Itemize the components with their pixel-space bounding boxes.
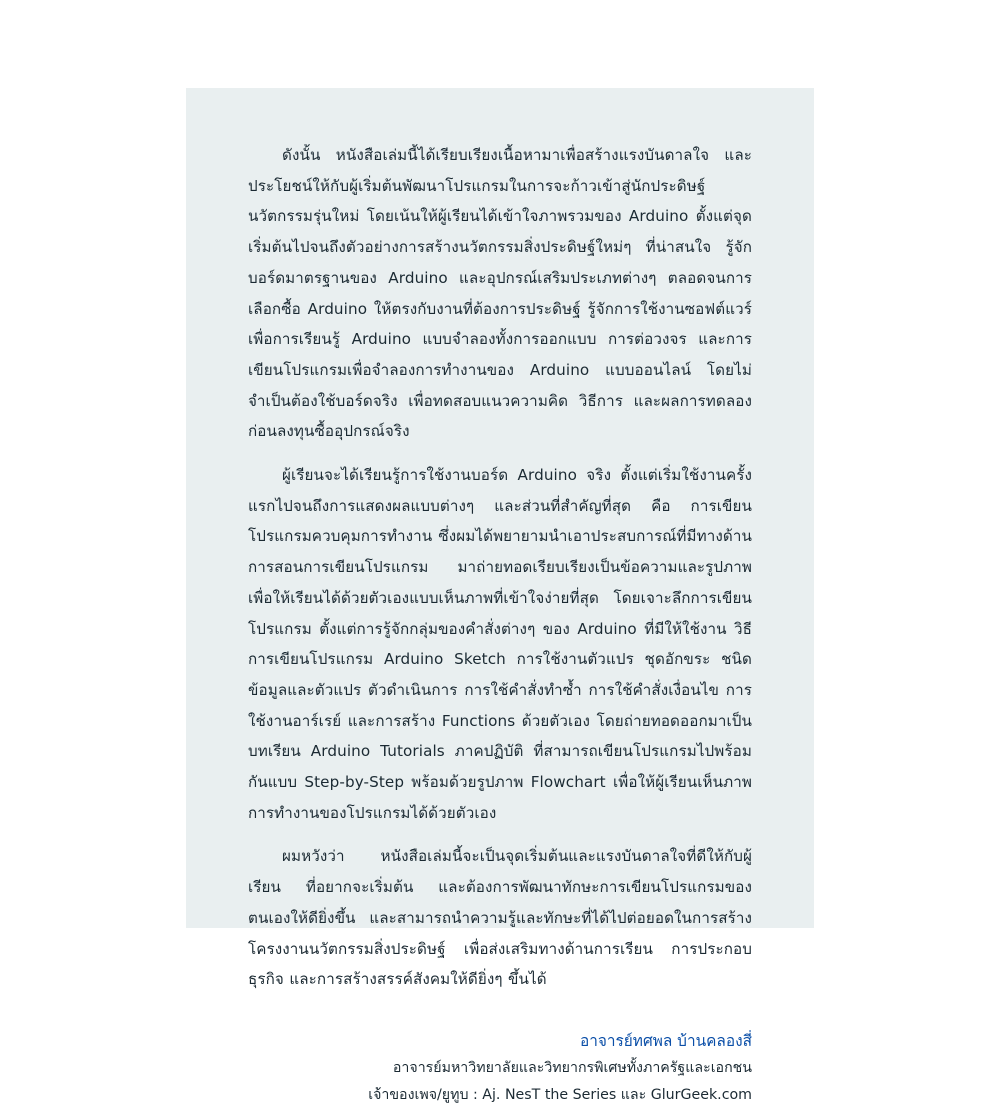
book-page — [186, 88, 814, 1103]
paragraph-1: ดังนั้น หนังสือเล่มนี้ได้เรียบเรียงเนื้อหามาเพื่อสร้างแรงบันดาลใจ และประโยชน์ให้กับผู้เริ่มต้นพัฒนาโปรแกรมในการจะก้าวเข้าสู่นักประดิษฐ์นวัตกรรมรุ่นใหม่ โดยเน้นให้ผู้เรียนได้เข้าใจภาพรวมของ Arduino ตั้งแต่จุดเริ่มต้นไปจนถึงตัวอย่างการสร้างนวัตกรรมสิ่งประดิษฐ์ใหม่ๆ ที่น่าสนใจ รู้จักบอร์ดมาตรฐานของ Arduino และอุปกรณ์เสริมประเภทต่างๆ ตลอดจนการเลือกซื้อ Arduino ให้ตรงกับงานที่ต้องการประดิษฐ์ รู้จักการใช้งานซอฟต์แวร์เพื่อการเรียนรู้ Arduino แบบจำลองทั้งการออกแบบ การต่อวงจร และการเขียนโปรแกรมเพื่อจำลองการทำงานของ Arduino แบบออนไลน์ โดยไม่จำเป็นต้องใช้บอร์ดจริง เพื่อทดสอบแนวความคิด วิธีการ และผลการทดลองก่อนลงทุนซื้ออุปกรณ์จริง — [248, 146, 752, 441]
paragraph-2: ผู้เรียนจะได้เรียนรู้การใช้งานบอร์ด Arduino จริง ตั้งแต่เริ่มใช้งานครั้งแรกไปจนถึงการแสดงผลแบบต่างๆ และส่วนที่สำคัญที่สุด คือ การเขียนโปรแกรมควบคุมการทำงาน ซึ่งผมได้พยายามนำเอาประสบการณ์ที่มีทางด้านการสอนการเขียนโปรแกรม มาถ่ายทอดเรียบเรียงเป็นข้อความและรูปภาพ เพื่อให้เรียนได้ด้วยตัวเองแบบเห็นภาพที่เข้าใจง่ายที่สุด โดยเจาะลึกการเขียนโปรแกรม ตั้งแต่การรู้จักกลุ่มของคำสั่งต่างๆ ของ Arduino ที่มีให้ใช้งาน วิธีการเขียนโปรแกรม Arduino Sketch การใช้งานตัวแปร ชุดอักขระ ชนิดข้อมูลและตัวแปร ตัวดำเนินการ การใช้คำสั่งทำซ้ำ การใช้คำสั่งเงื่อนไข การใช้งานอาร์เรย์ และการสร้าง Functions ด้วยตัวเอง โดยถ่ายทอดออกมาเป็นบทเรียน Arduino Tutorials ภาคปฏิบัติ ที่สามารถเขียนโปรแกรมไปพร้อมกันแบบ Step-by-Step พร้อมด้วยรูปภาพ Flowchart เพื่อให้ผู้เรียนเห็นภาพการทำงานของโปรแกรมได้ด้วยตัวเอง — [248, 466, 752, 822]
signature-block — [248, 1027, 752, 1108]
paragraph-3: ผมหวังว่า หนังสือเล่มนี้จะเป็นจุดเริ่มต้นและแรงบันดาลใจที่ดีให้กับผู้เรียน ที่อยากจะเริ่มต้น และต้องการพัฒนาทักษะการเขียนโปรแกรมของตนเองให้ดียิ่งขึ้น และสามารถนำความรู้และทักษะที่ได้ไปต่อยอดในการสร้างโครงงานนวัตกรรมสิ่งประดิษฐ์ เพื่อส่งเสริมทางด้านการเรียน การประกอบธุรกิจ และการสร้างสรรค์สังคมให้ดียิ่งๆ ขึ้นได้ — [248, 847, 752, 989]
author-name: อาจารย์ทศพล บ้านคลองสี่ — [579, 1031, 752, 1050]
page-content — [186, 88, 814, 1103]
author-role: อาจารย์มหาวิทยาลัยและวิทยากรพิเศษทั้งภาครัฐและเอกชน — [392, 1060, 752, 1077]
author-contact: เจ้าของเพจ/ยูทูบ : Aj. NesT the Series และ GlurGeek.com — [368, 1086, 752, 1103]
